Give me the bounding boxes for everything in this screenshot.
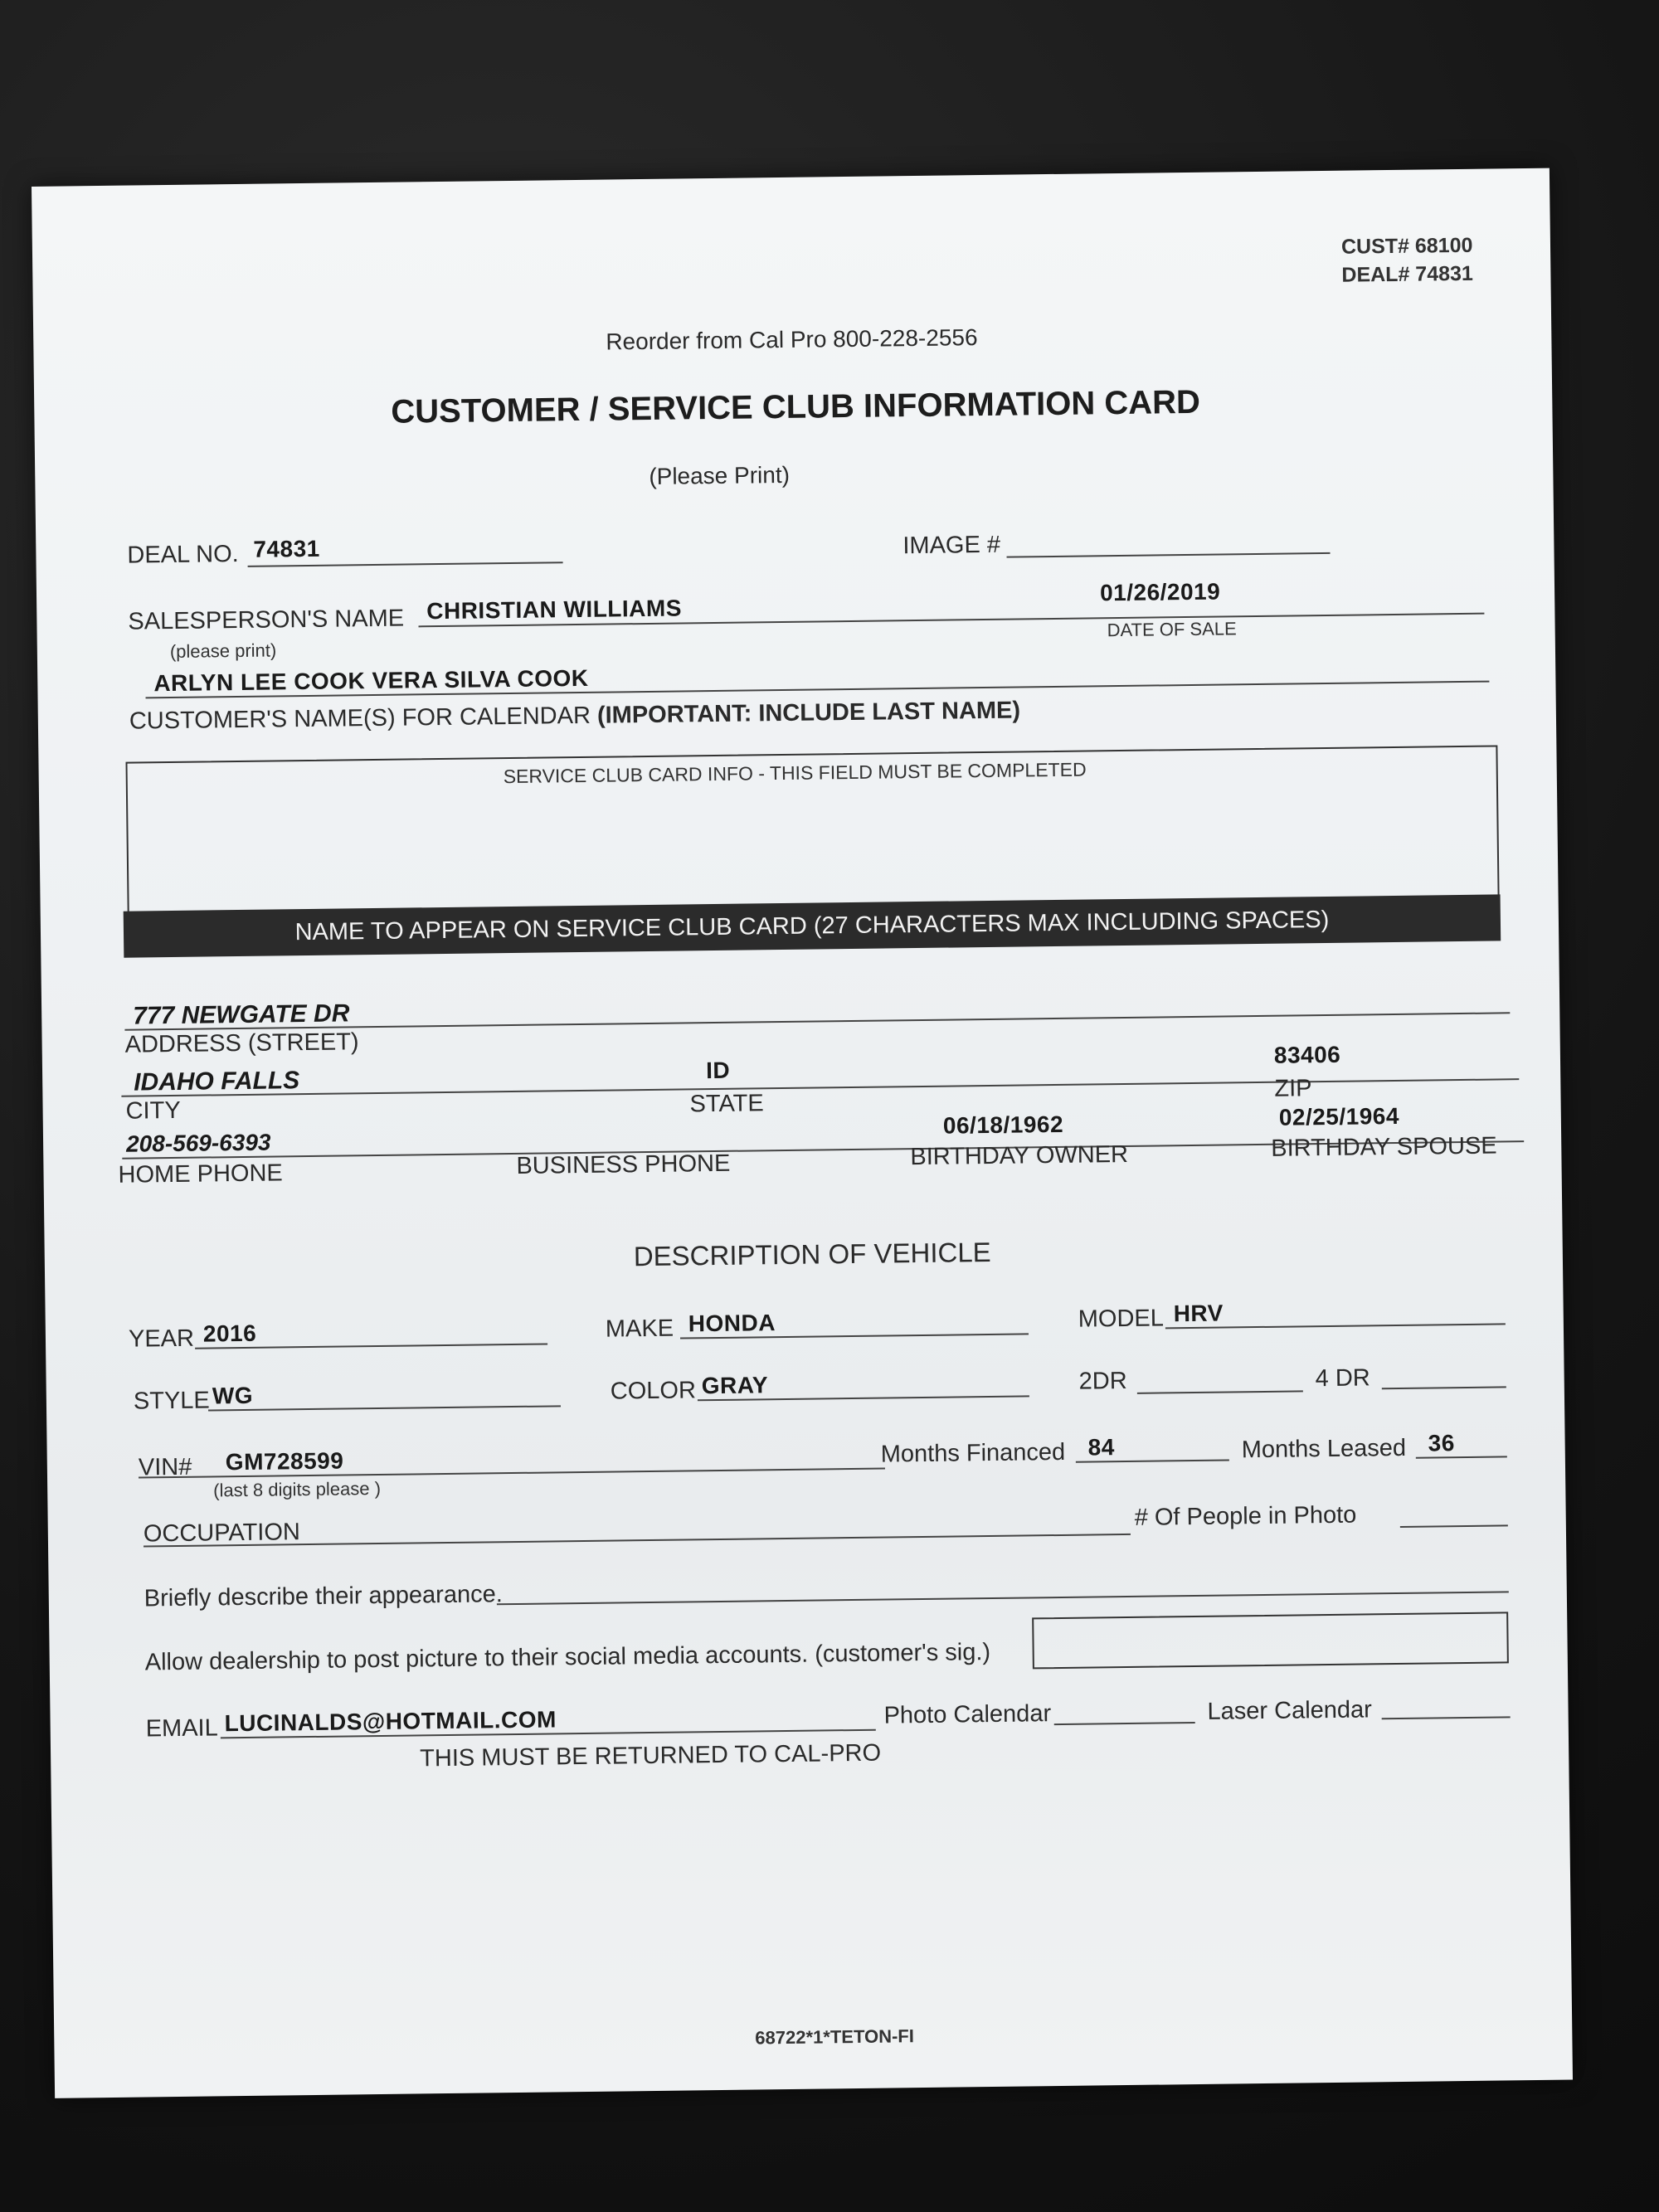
date-of-sale-label: DATE OF SALE <box>1107 618 1237 641</box>
home-phone-label: HOME PHONE <box>118 1159 283 1189</box>
make-label: MAKE <box>605 1315 674 1343</box>
color-label: COLOR <box>610 1377 697 1405</box>
page-title: CUSTOMER / SERVICE CLUB INFORMATION CARD <box>391 383 1201 430</box>
deal-number-header: DEAL# 74831 <box>1341 261 1474 287</box>
customer-names-value: ARLYN LEE COOK VERA SILVA COOK <box>153 664 589 697</box>
year-label: YEAR <box>128 1325 195 1353</box>
style-line <box>208 1405 561 1411</box>
model-value: HRV <box>1173 1300 1224 1327</box>
deal-no-label: DEAL NO. <box>127 540 239 569</box>
vehicle-heading: DESCRIPTION OF VEHICLE <box>633 1236 991 1272</box>
four-dr-label: 4 DR <box>1315 1364 1370 1393</box>
please-print-note: (Please Print) <box>649 461 791 489</box>
color-value: GRAY <box>701 1372 769 1399</box>
city-label: CITY <box>125 1096 181 1125</box>
laser-calendar-label: Laser Calendar <box>1207 1696 1373 1725</box>
image-number-line <box>1007 552 1331 558</box>
form-code: 68722*1*TETON-FI <box>755 2025 915 2049</box>
salesperson-sublabel: (please print) <box>169 639 277 663</box>
months-leased-label: Months Leased <box>1241 1434 1407 1464</box>
photo-calendar-label: Photo Calendar <box>883 1700 1052 1729</box>
model-label: MODEL <box>1078 1305 1165 1333</box>
occupation-label: OCCUPATION <box>143 1519 301 1548</box>
style-value: WG <box>212 1382 254 1409</box>
home-phone-value: 208-569-6393 <box>125 1129 271 1157</box>
business-phone-label: BUSINESS PHONE <box>516 1150 731 1179</box>
months-financed-label: Months Financed <box>880 1438 1066 1468</box>
vin-label: VIN# <box>138 1453 192 1481</box>
year-value: 2016 <box>202 1320 257 1347</box>
people-in-photo-line <box>1400 1524 1508 1528</box>
email-label: EMAIL <box>145 1714 218 1743</box>
two-dr-line <box>1137 1390 1303 1393</box>
birthday-spouse-value: 02/25/1964 <box>1278 1102 1400 1130</box>
city-value: IDAHO FALLS <box>134 1067 300 1096</box>
birthday-owner-value: 06/18/1962 <box>942 1111 1064 1139</box>
vin-value: GM728599 <box>225 1447 344 1475</box>
laser-calendar-line <box>1382 1716 1511 1719</box>
reorder-note: Reorder from Cal Pro 800-228-2556 <box>606 324 978 355</box>
deal-no-value: 74831 <box>253 535 320 562</box>
customer-names-label-text: CUSTOMER'S NAME(S) FOR CALENDAR <box>129 702 591 735</box>
image-number-label: IMAGE # <box>902 531 1001 560</box>
street-label: ADDRESS (STREET) <box>124 1028 359 1058</box>
vin-sublabel: (last 8 digits please ) <box>213 1477 382 1501</box>
months-leased-line <box>1416 1456 1507 1458</box>
appearance-label: Briefly describe their appearance. <box>144 1581 503 1612</box>
customer-names-important: (IMPORTANT: INCLUDE LAST NAME) <box>596 697 1021 729</box>
street-value: 777 NEWGATE DR <box>133 999 350 1030</box>
appearance-line <box>497 1591 1509 1605</box>
make-value: HONDA <box>688 1310 776 1337</box>
people-in-photo-label: # Of People in Photo <box>1134 1501 1357 1531</box>
date-of-sale-value: 01/26/2019 <box>1099 578 1221 606</box>
birthday-spouse-label: BIRTHDAY SPOUSE <box>1271 1132 1497 1162</box>
service-club-name-bar: NAME TO APPEAR ON SERVICE CLUB CARD (27 CHARACTERS MAX INCLUDING SPACES) <box>124 894 1501 957</box>
photo-calendar-line <box>1054 1722 1195 1725</box>
salesperson-label: SALESPERSON'S NAME <box>128 605 405 635</box>
zip-label: ZIP <box>1274 1075 1312 1102</box>
info-card-paper <box>32 168 1573 2098</box>
cust-number: CUST# 68100 <box>1340 233 1473 259</box>
months-leased-value: 36 <box>1428 1430 1455 1456</box>
style-label: STYLE <box>133 1387 210 1415</box>
customer-names-label <box>129 697 1021 735</box>
email-value: LUCINALDS@HOTMAIL.COM <box>224 1706 557 1737</box>
zip-value: 83406 <box>1273 1041 1341 1068</box>
return-note: THIS MUST BE RETURNED TO CAL-PRO <box>419 1739 882 1772</box>
deal-no-line <box>248 562 563 567</box>
four-dr-line <box>1382 1386 1506 1389</box>
birthday-owner-label: BIRTHDAY OWNER <box>910 1140 1129 1171</box>
social-media-signature-box[interactable] <box>1032 1612 1509 1669</box>
salesperson-value: CHRISTIAN WILLIAMS <box>426 595 683 625</box>
state-label: STATE <box>689 1090 764 1118</box>
two-dr-label: 2DR <box>1078 1367 1127 1395</box>
state-value: ID <box>705 1057 731 1084</box>
social-media-label: Allow dealership to post picture to their social media accounts. (customer's sig.) <box>144 1639 991 1676</box>
months-financed-value: 84 <box>1087 1434 1116 1461</box>
service-club-box-label: SERVICE CLUB CARD INFO - THIS FIELD MUST BE COMPLETED <box>503 758 1087 788</box>
